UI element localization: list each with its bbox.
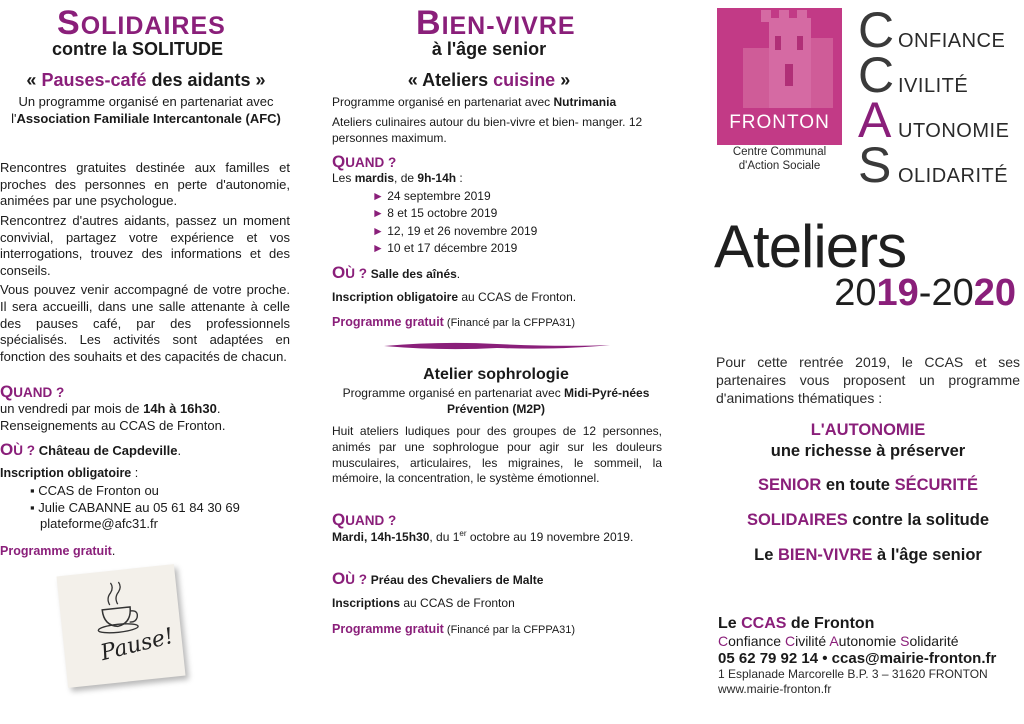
column-bien-vivre [330,0,662,724]
paragraph: Vous pouvez venir accompagné de votre proche. Il sera accueilli, dans une salle attenante à celle des pauses café, par des professionnels spécialisés. Les activités sont adaptées en fonction des souhaits et des capacités de chacun. [0,282,290,364]
column-solidaires [0,0,292,724]
list-item: ► 12, 19 et 26 novembre 2019 [372,223,538,238]
ccas-row: C IVILITÉ [858,47,969,103]
list-item: ► 24 septembre 2019 [372,189,491,203]
ccas-row: A UTONOMIE [858,92,1010,148]
title-rest: OLIDAIRES [80,12,226,40]
sophro-partner: Programme organisé en partenariat avec Midi-Pyré-nées Prévention (M2P) [342,386,650,416]
sophro-description: Huit ateliers ludiques pour des groupes de 12 personnes, animés par une sophrologue pour agir sur les douleurs musculaires, articulaires, les migraines, le sommeil, la mémoire, la concentration, le système émotionnel. [332,424,662,486]
paragraph: Rencontrez d'autres aidants, passez un moment convivial, partagez votre expérience et vos interrogations, trouvez des informations et des conseils. [0,212,290,278]
sophrologie-heading: Atelier sophrologie [423,366,569,383]
theme-senior: SENIOR en toute SÉCURITÉ [757,476,979,495]
bien-vivre-subtitle: à l'âge senior [431,39,547,59]
pauses-cafe-heading: « Pauses-café des aidants » [26,70,266,90]
cuisine-location: OÙ ? Salle des aînés. [332,263,461,282]
castle-tower-icon [717,8,842,108]
solidaires-subtitle: contre la SOLITUDE [52,39,224,59]
logo-caption: Centre Communal d'Action Sociale [732,146,827,172]
cuisine-gratuit: Programme gratuit (Financé par la CFPPA31) [332,315,576,329]
logo-text: FRONTON [729,112,830,133]
program-intro: Un programme organisé en partenariat avec l'Association Familiale Intercantonale (AFC) [11,94,281,126]
list-item: ▪ Julie CABANNE au 05 61 84 30 69 [30,499,240,515]
years-heading: 2019-2020 [834,272,1016,314]
sophro-gratuit: Programme gratuit (Financé par la CFPPA31) [332,622,576,636]
list-item: ► 10 et 17 décembre 2019 [372,241,518,256]
contact-block [718,615,1020,697]
fronton-logo [717,8,842,145]
ccas-row: S OLIDARITÉ [858,137,1009,193]
theme-solidaires: SOLIDAIRES contre la solitude [746,510,990,529]
cuisine-quand-heading: QUAND ? [332,152,397,171]
contact-title: Le CCAS de Fronton [718,615,875,632]
theme-autonomie: L'AUTONOMIE [810,421,926,439]
column-cover [700,0,1024,724]
cuisine-days: Les mardis, de 9h-14h : [332,171,463,185]
pause-sticky-note [56,564,185,688]
gratuit: Programme gratuit. [0,544,116,558]
cuisine-partner: Programme organisé en partenariat avec Nutrimania [332,95,617,109]
cuisine-inscription: Inscription obligatoire au CCAS de Fronton. [332,290,577,304]
theme-autonomie-sub: une richesse à préserver [770,441,966,460]
email-link[interactable]: plateforme@afc31.fr [40,516,158,532]
pause-text: Pause! [98,623,177,667]
quand-heading: QUAND ? [0,382,65,401]
location: OÙ ? Château de Capdeville. [0,440,182,459]
bien-vivre-title: BIEN-VIVRE [416,4,576,42]
website-link[interactable]: www.mairie-fronton.fr [718,681,832,696]
list-item: ► 8 et 15 octobre 2019 [372,206,498,221]
divider-brush [382,340,612,352]
contact-acronym: Confiance Civilité Autonomie Solidarité [718,633,959,649]
intro-text: Pour cette rentrée 2019, le CCAS et ses partenaires vous proposent un programme d'animations thématiques : [716,354,1020,407]
sophro-quand-heading: QUAND ? [332,510,397,529]
themes-list [716,420,1020,565]
description [0,160,290,366]
cuisine-description: Ateliers culinaires autour du bien-vivre et bien- manger. 12 personnes maximum. [332,115,643,145]
contact-list [30,483,240,533]
ateliers-heading: Ateliers [714,213,907,280]
list-item: ▪ CCAS de Fronton ou [30,483,159,498]
ccas-acronym [858,2,1010,193]
ccas-row: C ONFIANCE [858,2,1006,58]
sophro-when: Mardi, 14h-15h30, du 1er octobre au 19 novembre 2019. [332,529,634,544]
address: 1 Esplanade Marcorelle B.P. 3 – 31620 FRONTON [718,666,988,681]
phone-email[interactable]: 05 62 79 92 14 • ccas@mairie-fronton.fr [718,649,997,667]
cuisine-dates [372,188,537,258]
title-initial: S [57,4,81,42]
schedule: un vendredi par mois de 14h à 16h30. Renseignements au CCAS de Fronton. [0,401,226,433]
solidaires-title [57,6,226,40]
sophro-location: OÙ ? Préau des Chevaliers de Malte [332,569,544,588]
paragraph: Rencontres gratuites destinée aux familles et proches des personnes en perte d'autonomie, animées par une psychologue. [0,160,290,209]
ateliers-cuisine-heading: « Ateliers cuisine » [407,70,571,90]
sophro-inscription: Inscriptions au CCAS de Fronton [332,596,515,610]
theme-bien-vivre: Le BIEN-VIVRE à l'âge senior [754,545,982,564]
inscription: Inscription obligatoire : [0,466,139,480]
